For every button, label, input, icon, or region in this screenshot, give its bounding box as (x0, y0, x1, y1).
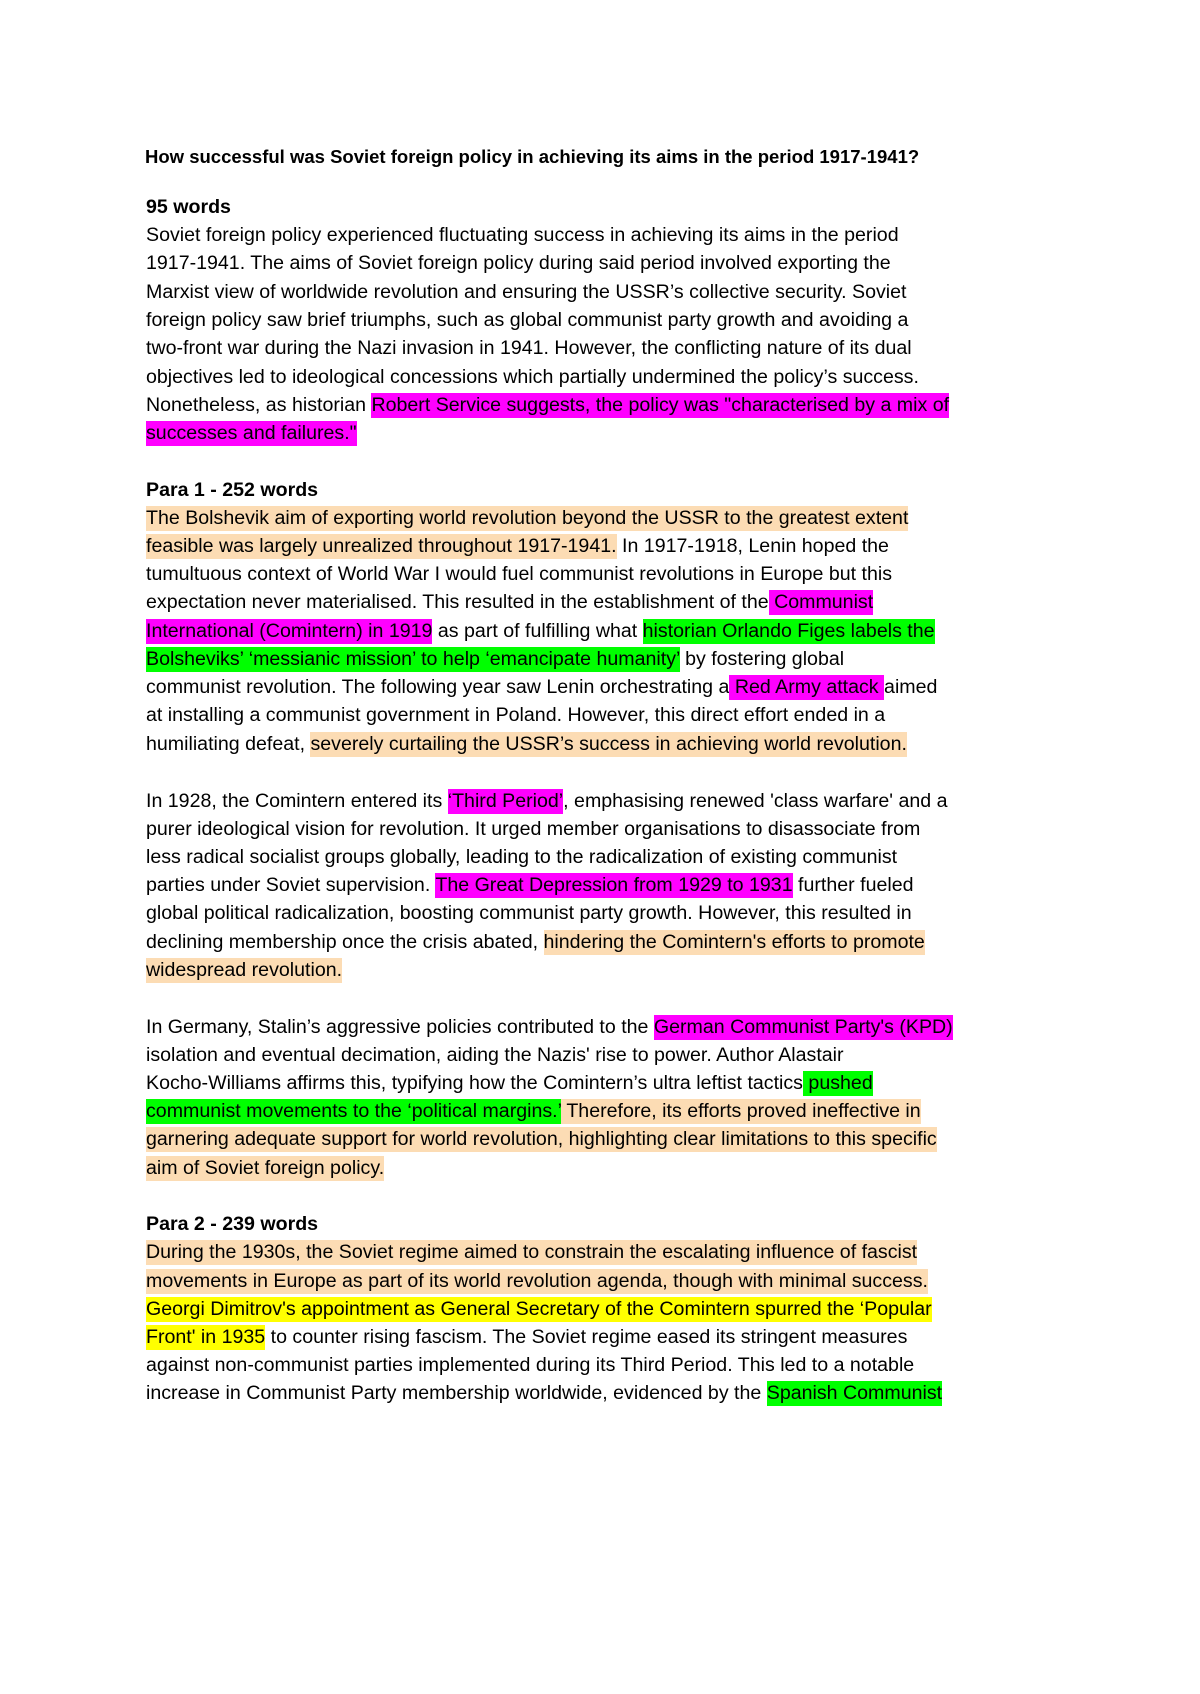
text-run: isolation and eventual decimation, aiding the Nazis' rise to power. Author Alastair (146, 1044, 844, 1066)
text-run: tumultuous context of World War I would fuel communist revolutions in Europe but this (146, 563, 892, 585)
pink-highlight: Robert Service suggests, the policy was "characterised by a mix of (371, 394, 950, 416)
yellow-highlight: Georgi Dimitrov's appointment as General Secretary of the Comintern spurred the ‘Popular (146, 1298, 932, 1320)
text-run: foreign policy saw brief triumphs, such as global communist party growth and avoiding a (146, 309, 909, 331)
text-line (146, 786, 1086, 816)
text-run: at installing a communist government in Poland. However, this direct effort ended in a (146, 704, 886, 726)
peach-highlight: During the 1930s, the Soviet regime aimed to constrain the escalating influence of fascist (146, 1241, 918, 1263)
text-run: , emphasising renewed 'class warfare' and a (563, 790, 948, 812)
text-line (146, 644, 1086, 674)
green-highlight: historian Orlando Figes labels the (642, 620, 935, 642)
peach-highlight: severely curtailing the USSR’s success in achieving world revolution. (310, 733, 907, 755)
pink-highlight: ‘Third Period’ (447, 790, 564, 812)
peach-highlight: The Bolshevik aim of exporting world revolution beyond the USSR to the greatest extent (146, 507, 909, 529)
text-line (146, 1068, 1086, 1098)
text-run: In 1928, the Comintern entered its (146, 790, 448, 812)
text-run: Soviet foreign policy experienced fluctuating success in achieving its aims in the period (146, 224, 899, 246)
text-run: Nonetheless, as historian (146, 394, 372, 416)
text-run: Kocho-Williams affirms this, typifying how the Comintern’s ultra leftist tactics (146, 1072, 803, 1094)
section-heading (146, 475, 1086, 505)
text-line (146, 672, 1086, 702)
text-run: declining membership once the crisis abated, (146, 931, 544, 953)
yellow-highlight: Front' in 1935 (146, 1326, 266, 1348)
green-highlight: pushed (802, 1072, 873, 1094)
pink-highlight: International (Comintern) in 1919 (146, 620, 433, 642)
text-run: 1917-1941. The aims of Soviet foreign policy during said period involved exporting the (146, 252, 891, 274)
text-line (146, 1237, 1086, 1267)
text-line (146, 248, 1086, 278)
text-line (146, 814, 1086, 844)
peach-highlight: widespread revolution. (146, 959, 343, 981)
peach-highlight: movements in Europe as part of its world revolution agenda, though with minimal success. (146, 1270, 928, 1292)
text-run: In Germany, Stalin’s aggressive policies contributed to the (146, 1016, 654, 1038)
text-line (146, 1322, 1086, 1352)
text-run: less radical socialist groups globally, leading to the radicalization of existing communist (146, 846, 898, 868)
text-run: humiliating defeat, (146, 733, 311, 755)
text-line (146, 842, 1086, 872)
peach-highlight: Therefore, its efforts proved ineffective in (561, 1100, 921, 1122)
text-line (146, 418, 1086, 448)
text-line (146, 362, 1086, 392)
pink-highlight: German Communist Party's (KPD) (653, 1016, 953, 1038)
text-run: Marxist view of worldwide revolution and ensuring the USSR’s collective security. Soviet (146, 281, 907, 303)
text-run: to counter rising fascism. The Soviet regime eased its stringent measures (265, 1326, 908, 1348)
text-run: two-front war during the Nazi invasion in 1941. However, the conflicting nature of its dual (146, 337, 912, 359)
text-line (146, 1350, 1086, 1380)
text-line (146, 333, 1086, 363)
text-run: Para 2 - 239 words (146, 1213, 319, 1235)
text-line (146, 616, 1086, 646)
peach-highlight: hindering the Comintern's efforts to promote (543, 931, 925, 953)
text-run: expectation never materialised. This resulted in the establishment of the (146, 591, 769, 613)
text-run: aimed (884, 676, 938, 698)
text-line (146, 1040, 1086, 1070)
text-run: global political radicalization, boosting communist party growth. However, this resulted in (146, 902, 912, 924)
text-run: parties under Soviet supervision. (146, 874, 436, 896)
text-line (146, 1378, 1086, 1408)
green-highlight: Spanish Communist (766, 1382, 943, 1404)
text-run: as part of fulfilling what (432, 620, 643, 642)
text-run: Para 1 - 252 words (146, 479, 319, 501)
peach-highlight: aim of Soviet foreign policy. (146, 1157, 385, 1179)
section-heading (146, 1209, 1086, 1239)
text-run: increase in Communist Party membership worldwide, evidenced by the (146, 1382, 767, 1404)
pink-highlight: Red Army attack (729, 676, 885, 698)
peach-highlight: feasible was largely unrealized throughout 1917-1941. (146, 535, 617, 557)
text-line (146, 955, 1086, 985)
green-highlight: communist movements to the ‘political margins.’ (146, 1100, 562, 1122)
text-line (146, 277, 1086, 307)
text-line (146, 390, 1086, 420)
text-line (146, 1153, 1086, 1183)
text-line (146, 870, 1086, 900)
text-line (146, 220, 1086, 250)
pink-highlight: successes and failures." (146, 422, 357, 444)
text-run: 95 words (146, 196, 231, 218)
text-line (146, 1266, 1086, 1296)
text-run: objectives led to ideological concessions which partially undermined the policy’s success. (146, 366, 919, 388)
text-line (146, 927, 1086, 957)
text-run: further fueled (792, 874, 914, 896)
text-line (146, 559, 1086, 589)
text-line (146, 1294, 1086, 1324)
text-line (146, 700, 1086, 730)
pink-highlight: Communist (768, 591, 874, 613)
pink-highlight: The Great Depression from 1929 to 1931 (435, 874, 793, 896)
text-run: communist revolution. The following year saw Lenin orchestrating a (146, 676, 730, 698)
text-line (146, 305, 1086, 335)
text-line (146, 1096, 1086, 1126)
peach-highlight: garnering adequate support for world revolution, highlighting clear limitations to this specific (146, 1128, 937, 1150)
text-line (146, 1012, 1086, 1042)
green-highlight: Bolsheviks’ ‘messianic mission’ to help ‘emancipate humanity’ (146, 648, 680, 670)
text-line (146, 729, 1086, 759)
text-run: by fostering global (679, 648, 845, 670)
text-line (146, 1124, 1086, 1154)
text-line (146, 503, 1086, 533)
section-heading (146, 192, 1086, 222)
text-line (146, 587, 1086, 617)
text-line (146, 531, 1086, 561)
text-run: In 1917-1918, Lenin hoped the (616, 535, 889, 557)
text-line (146, 898, 1086, 928)
document-title: How successful was Soviet foreign policy in achieving its aims in the period 1917-1941? (145, 146, 920, 167)
text-run: against non-communist parties implemented during its Third Period. This led to a notable (146, 1354, 915, 1376)
text-run: purer ideological vision for revolution. It urged member organisations to disassociate from (146, 818, 921, 840)
